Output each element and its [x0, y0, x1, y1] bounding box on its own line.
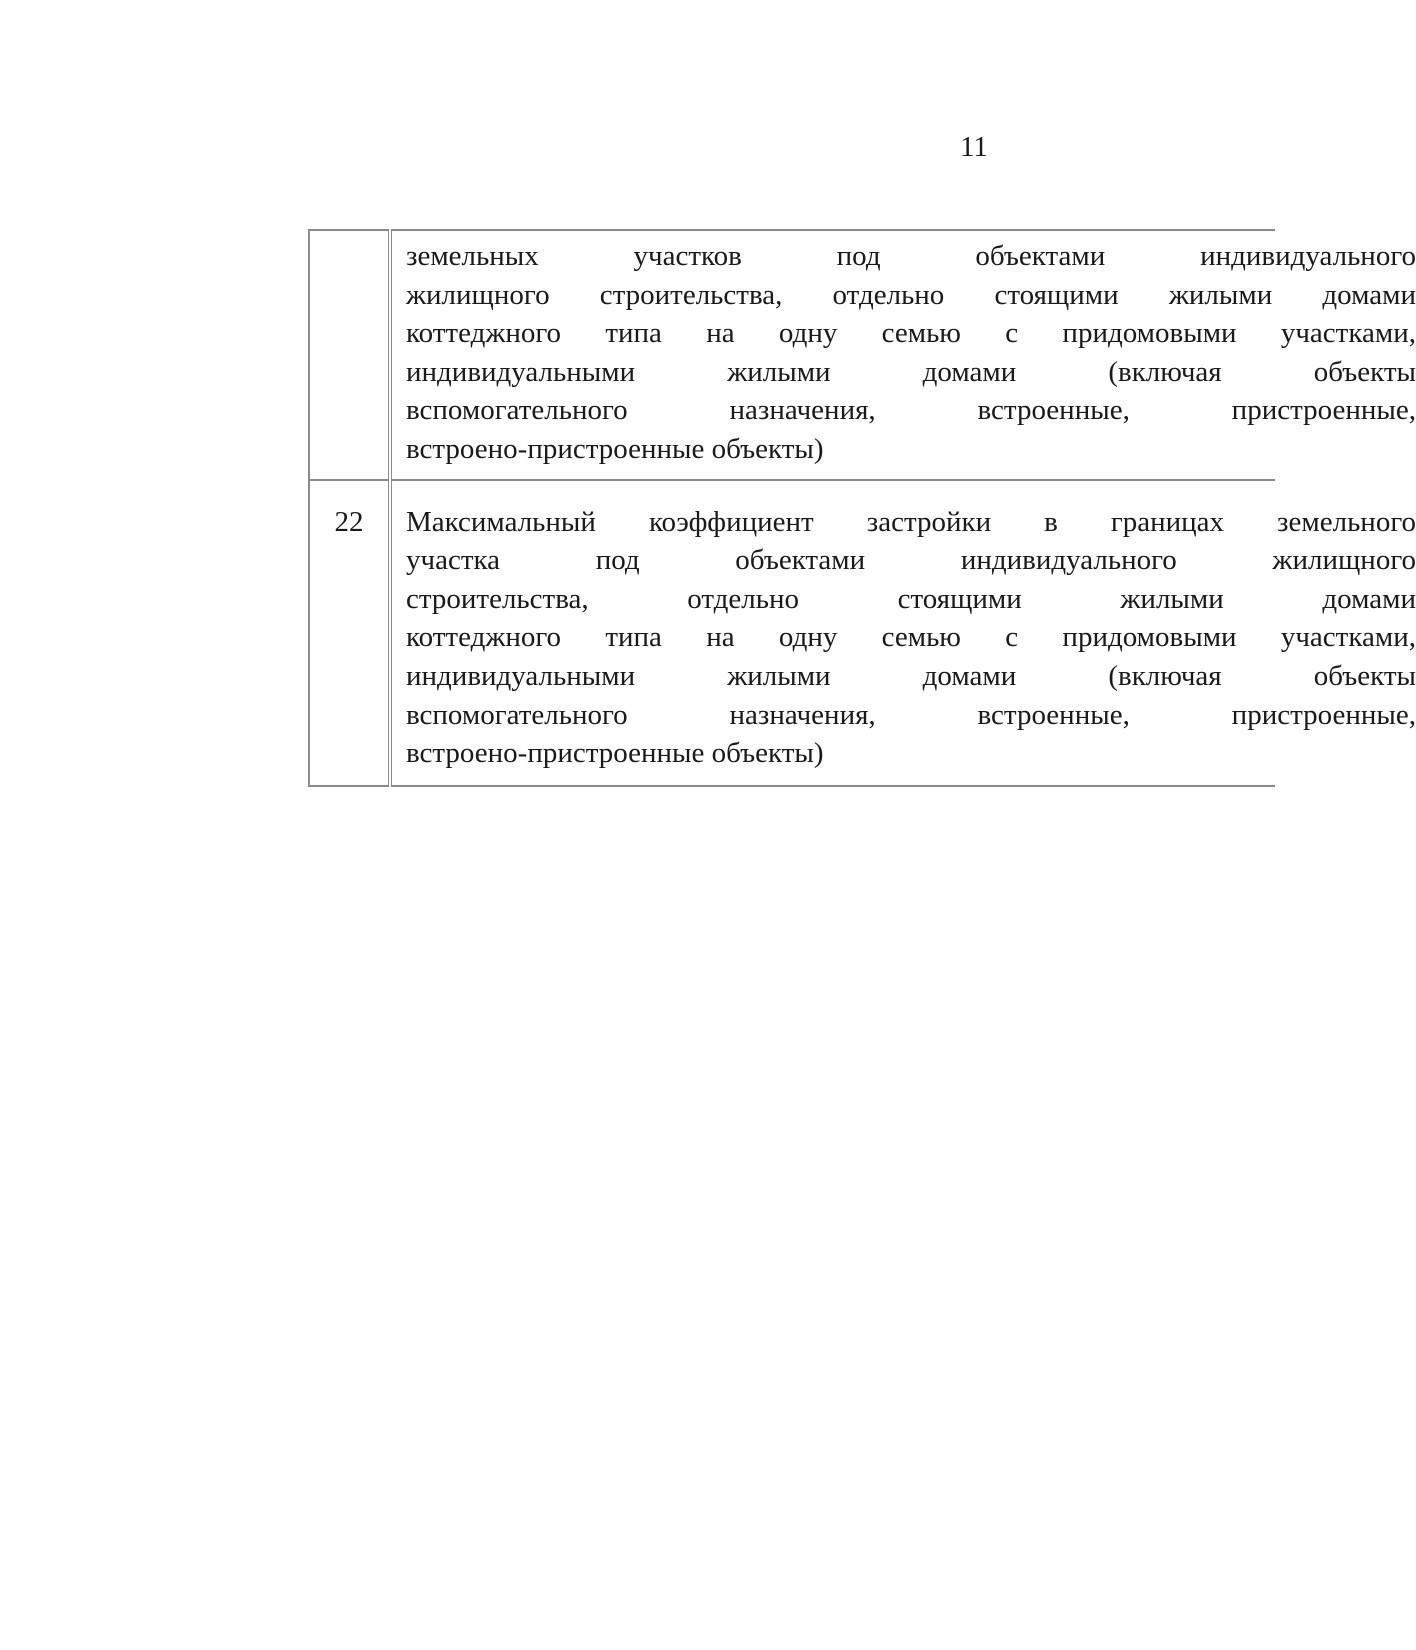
row-text: [406, 231, 1416, 479]
row-number: [310, 231, 388, 253]
text-line: встроено-пристроенные объекты): [406, 737, 824, 770]
text-line: участка под объектами индивидуального жилищного: [406, 544, 1416, 577]
text-line: индивидуальными жилыми домами (включая объекты: [406, 355, 1416, 388]
page-number: 11: [960, 131, 988, 163]
text-line: жилищного строительства, отдельно стоящими жилыми домами: [406, 278, 1416, 311]
text-line: вспомогательного назначения, встроенные, пристроенные,: [406, 394, 1416, 427]
table-row: [309, 230, 1275, 480]
row-number-cell: [309, 480, 390, 786]
text-line: встроено-пристроенные объекты): [406, 432, 824, 465]
text-line: коттеджного типа на одну семью с придомовыми участками,: [406, 317, 1416, 350]
row-number-cell: [309, 230, 390, 480]
text-line: Максимальный коэффициент застройки в границах земельного: [406, 505, 1416, 538]
text-line: индивидуальными жилыми домами (включая объекты: [406, 659, 1416, 692]
text-line: вспомогательного назначения, встроенные, пристроенные,: [406, 698, 1416, 731]
text-line: коттеджного типа на одну семью с придомовыми участками,: [406, 621, 1416, 654]
text-line: строительства, отдельно стоящими жилыми домами: [406, 582, 1416, 615]
text-line: земельных участков под объектами индивидуального: [406, 240, 1416, 272]
document-table: [308, 229, 1416, 787]
row-text: [406, 481, 1416, 785]
table-row: [309, 480, 1275, 786]
row-text-cell: [390, 480, 1416, 786]
row-text-cell: [390, 230, 1416, 480]
row-number: 22: [334, 505, 364, 538]
